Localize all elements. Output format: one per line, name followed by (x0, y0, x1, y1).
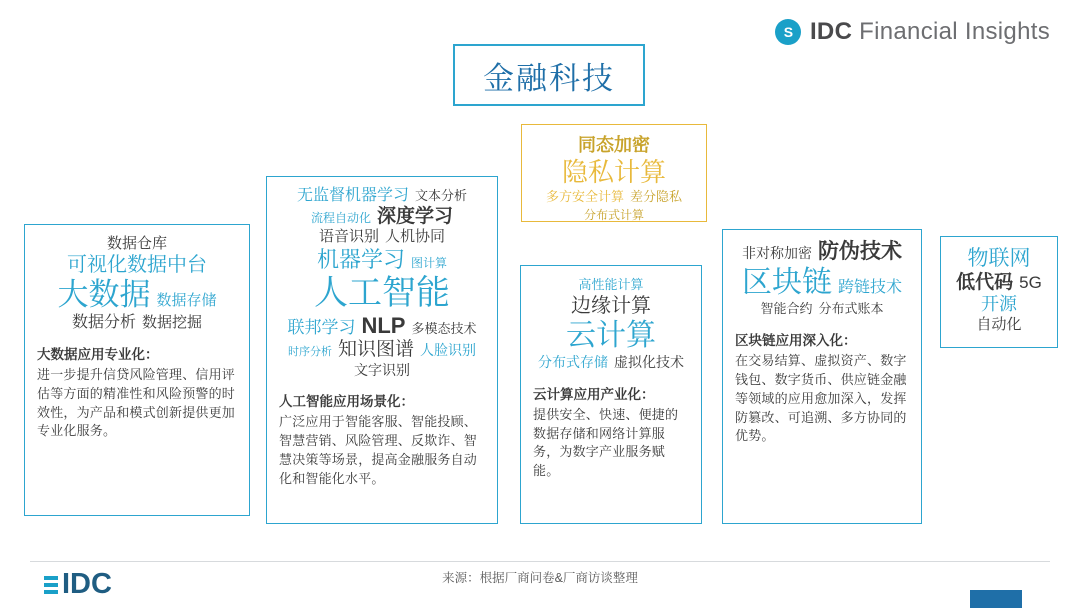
cloud-word: 5G (1019, 272, 1042, 292)
cloud-word: 防伪技术 (818, 240, 902, 263)
cloud-word: 物联网 (967, 247, 1031, 270)
word-cloud-cloud (533, 276, 689, 373)
cloud-word: 跨链技术 (837, 278, 902, 296)
cloud-word: 人工智能 (314, 274, 450, 313)
page-title-label: 金融科技 (483, 60, 615, 96)
card-big-data (24, 224, 250, 516)
cloud-word: 智能合约 (760, 301, 813, 317)
cloud-word: 数据挖掘 (142, 314, 203, 332)
cloud-word: 知识图谱 (337, 339, 414, 361)
cloud-word: 高性能计算 (578, 277, 644, 292)
card-ai-text: 广泛应用于智能客服、智能投顾、智慧营销、风险管理、反欺诈、智慧决策等场景，提高金融服务自动化和智能化水平。 (279, 414, 478, 486)
cloud-word: 同态加密 (578, 135, 650, 155)
word-cloud-privacy (534, 135, 694, 225)
brand-name-bold: IDC (809, 18, 853, 45)
card-cloud-text: 提供安全、快速、便捷的数据存储和网络计算服务，为数字产业服务赋能。 (533, 406, 679, 479)
card-blockchain-text: 在交易结算、虚拟资产、数字钱包、数字货币、供应链金融等领域的应用愈加深入，发挥防篡改、可追溯、多方协同的优势。 (735, 353, 907, 444)
cloud-word: 边缘计算 (571, 294, 651, 317)
card-iot (940, 236, 1058, 348)
cloud-word: 机器学习 (316, 247, 405, 273)
cloud-word: 虚拟化技术 (614, 353, 684, 370)
cloud-word: 差分隐私 (630, 188, 683, 204)
cloud-word: 自动化 (976, 316, 1022, 334)
cloud-word: 分布式计算 (583, 208, 644, 223)
cloud-word: 非对称加密 (742, 245, 812, 261)
word-cloud-ai (279, 187, 485, 380)
footer-accent-block (970, 590, 1022, 608)
word-cloud-big-data (37, 235, 237, 333)
word-cloud-blockchain (735, 240, 909, 319)
idc-financial-insights-brand (775, 18, 1050, 46)
cloud-word: 分布式账本 (818, 301, 884, 317)
cloud-word: 多模态技术 (411, 321, 477, 337)
footer-idc-label: IDC (62, 568, 112, 600)
footer-divider (30, 561, 1050, 562)
cloud-word: 文本分析 (415, 188, 468, 203)
cloud-word: 数据仓库 (106, 235, 167, 252)
cloud-word: 可视化数据中台 (67, 253, 207, 276)
cloud-word: 图计算 (411, 256, 448, 271)
cloud-word: 分布式存储 (538, 353, 608, 370)
brand-name-rest: Financial Insights (852, 18, 1050, 45)
card-big-data-heading: 大数据应用专业化： (37, 346, 159, 362)
cloud-word: 区块链 (741, 265, 832, 299)
brand-name (810, 18, 1050, 46)
cloud-word: 时序分析 (287, 346, 332, 359)
cloud-word: NLP (361, 313, 406, 339)
cloud-word: 流程自动化 (310, 210, 371, 225)
cloud-word: 深度学习 (377, 205, 454, 227)
card-artificial-intelligence (266, 176, 498, 524)
cloud-word: 开源 (981, 294, 1017, 315)
cloud-word: 无监督机器学习 (296, 187, 409, 204)
cloud-word: 联邦学习 (287, 318, 356, 338)
word-cloud-iot (953, 247, 1045, 335)
cloud-word: 多方安全计算 (545, 188, 624, 204)
card-ai-heading: 人工智能应用场景化： (279, 394, 414, 410)
cloud-word: 文字识别 (354, 361, 410, 378)
cloud-word: 语音识别 (318, 228, 379, 246)
cloud-word: 大数据 (57, 277, 151, 313)
cloud-word: 隐私计算 (561, 156, 666, 187)
card-cloud-heading: 云计算应用产业化： (533, 386, 655, 402)
cloud-word: 低代码 (956, 271, 1014, 293)
footer-source-note: 来源：根据厂商问卷&厂商访谈整理 (442, 571, 638, 585)
card-blockchain (722, 229, 922, 524)
cloud-word: 数据分析 (71, 314, 136, 332)
card-big-data-text: 进一步提升信贷风险管理、信用评估等方面的精准性和风险预警的时效性，为产品和模式创新提供更加专业化服务。 (37, 366, 236, 439)
card-cloud-computing (520, 265, 702, 524)
card-blockchain-heading: 区块链应用深入化： (735, 333, 857, 349)
page-title (453, 44, 645, 106)
card-privacy-computing (521, 124, 707, 222)
cloud-word: 人脸识别 (420, 342, 476, 359)
cloud-word: 云计算 (566, 319, 656, 353)
cloud-word: 数据存储 (156, 292, 217, 310)
idc-logo-icon: S (775, 19, 801, 45)
cloud-word: 人机协同 (385, 228, 446, 246)
